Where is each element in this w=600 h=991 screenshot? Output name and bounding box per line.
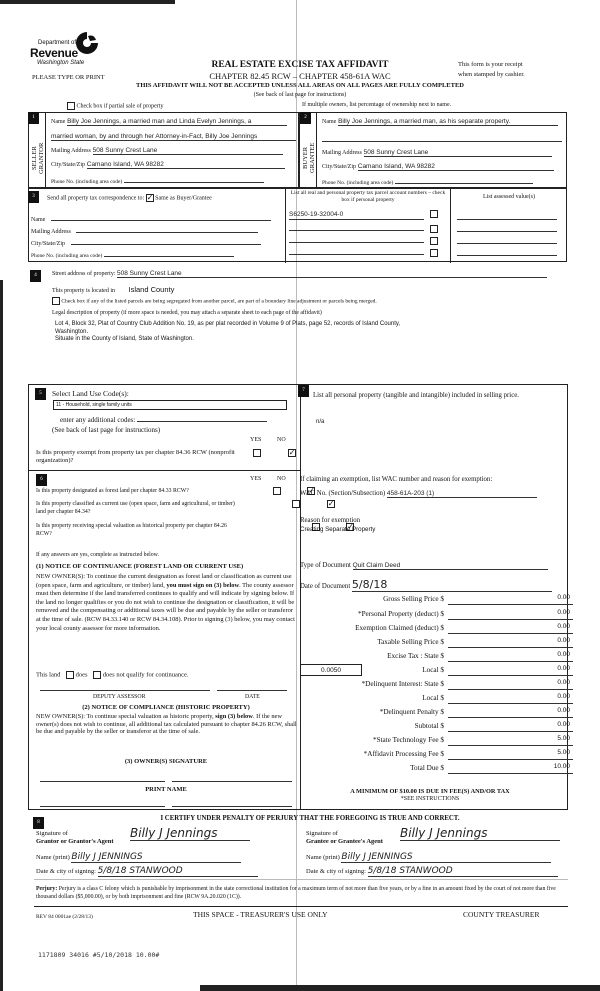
personal-property-checkbox-3[interactable]	[430, 237, 438, 245]
send-correspondence-label: Send all property tax correspondence to:	[47, 195, 145, 202]
assessed-value-3[interactable]	[457, 243, 557, 244]
does-qualify-checkbox[interactable]	[66, 671, 74, 679]
grantee-date-field[interactable]: 5/8/18 STANWOOD	[368, 866, 558, 877]
seller-phone-label: Phone No. (including area code)	[51, 179, 123, 185]
current-use-question: Is this property classified as current use (open space, farm and agricultural, or timber) land per chapter 84.34?	[36, 501, 235, 515]
revenue-logo-icon	[74, 30, 100, 56]
personal-property-value[interactable]: n/a	[316, 419, 325, 425]
located-in-label: This property is located in	[52, 288, 115, 294]
same-as-buyer-checkbox[interactable]	[146, 194, 154, 202]
exemption-label: If claiming an exemption, list WAC number and reason for exemption:	[300, 476, 493, 483]
buyer-phone-label: Phone No. (including area code)	[322, 180, 394, 186]
notice-2-text: NEW OWNER(S): To continue special valuation as historic property, sign (3) below. If the new owner(s) does not wish to continue, all additional tax calculated pursuant to chapter 84.26 RCW, shall be due and payable by the seller or transferor at the time of sale.	[36, 713, 297, 735]
does-not-qualify-checkbox[interactable]	[93, 671, 101, 679]
exemption-claimed-row: Exemption Claimed (deduct) $ 0.00	[300, 623, 600, 635]
doc-type-row	[300, 562, 548, 570]
s6-no-header: NO	[277, 476, 286, 482]
personal-property-deduct-row: *Personal Property (deduct) $ 0.00	[300, 609, 600, 621]
if-yes-note: If any answers are yes, complete as instructed below.	[36, 552, 159, 558]
deputy-assessor-label: DEPUTY ASSESSOR	[93, 694, 146, 700]
corr-city-row	[31, 238, 261, 247]
grantee-name-field[interactable]: Billy J JENNINGS	[341, 852, 551, 863]
please-type: PLEASE TYPE OR PRINT	[32, 74, 105, 81]
section-4-number: 4	[30, 270, 41, 282]
located-in-row	[52, 285, 174, 294]
additional-codes-label: enter any additional codes:	[60, 416, 136, 424]
seller-phone-field[interactable]	[124, 175, 264, 183]
form-number: REV 84 0001ae (2/28/13)	[36, 914, 93, 920]
buyer-name-field[interactable]: Billy Joe Jennings, a married man, as his separate property.	[338, 118, 558, 126]
scan-bottom-edge	[200, 985, 600, 991]
street-address-label: Street address of property:	[52, 271, 116, 277]
reason-value[interactable]: Creating Separate Property	[300, 526, 376, 533]
affidavit-processing-fee-row: *Affidavit Processing Fee $ 5.00	[300, 749, 600, 761]
grantor-signature[interactable]: Billy J Jennings	[130, 826, 250, 841]
section-8-bottom-rule	[34, 879, 568, 880]
buyer-city-label: City/State/Zip	[322, 164, 356, 170]
wac-label: WAC No. (Section/Subsection)	[300, 490, 386, 497]
segregated-label: Check box if any of the listed parcels are being segregated from another parcel, are part of a boundary line adjustment or parcels being merged.	[61, 298, 377, 305]
buyer-city-row	[322, 162, 562, 171]
forest-land-question: Is this property designated as forest land per chapter 84.33 RCW?	[36, 488, 189, 494]
corr-name-label: Name	[31, 217, 46, 223]
notice-1-text: NEW OWNER(S): To continue the current designation as forest land or classification as current use (open space, farm and agriculture, or timber) land, you must sign on (3) below. The county assessor must then determine if the land transferred continues to qualify and will indicate by signing below. If the land no longer qualifies or you do not wish to continue the designation or classification, it will be removed and the compensating or additional taxes will be due and payable by the seller or transferor at the time of sale. (RCW 84.33.140 or RCW 84.34.108). Prior to signing (3) below, you may contact your local county assessor for more information.	[36, 573, 295, 632]
treasurer-use-label: THIS SPACE - TREASURER'S USE ONLY	[193, 910, 328, 919]
buyer-side-divider	[316, 113, 317, 189]
assessed-value-1[interactable]	[457, 219, 557, 220]
state-technology-fee-row: *State Technology Fee $ 5.00	[300, 735, 600, 747]
gross-selling-price-field[interactable]	[448, 594, 573, 605]
exempt-question: Is this property exempt from property tax per chapter 84.36 RCW (nonprofit organization)?	[36, 449, 235, 464]
wac-field[interactable]: 458-61A-203 (1)	[387, 490, 537, 498]
taxable-selling-price-row: Taxable Selling Price $ 0.00	[300, 637, 600, 649]
delinquent-penalty-row: *Delinquent Penalty $ 0.00	[300, 707, 600, 719]
date-label: DATE	[245, 694, 260, 700]
form-subtitle: CHAPTER 82.45 RCW – CHAPTER 458-61A WAC	[209, 71, 391, 81]
current-use-yes-checkbox[interactable]	[292, 500, 300, 508]
grantee-date-row	[306, 866, 558, 877]
grantor-date-field[interactable]: 5/8/18 STANWOOD	[98, 866, 258, 877]
seller-mailing-field[interactable]: 508 Sunny Crest Lane	[93, 147, 283, 155]
doc-date-row	[300, 578, 552, 592]
s5-yes-header: YES	[250, 437, 262, 443]
legal-description-text[interactable]	[55, 321, 400, 344]
seller-phone-row	[51, 175, 296, 185]
current-use-no-checkbox[interactable]	[327, 500, 335, 508]
delinquent-interest-local-field[interactable]	[448, 693, 573, 704]
doc-date-label: Date of Document	[300, 583, 351, 590]
delinquent-penalty-field[interactable]	[448, 707, 573, 718]
section-5-number: 5	[35, 388, 46, 400]
seller-side-divider	[45, 113, 46, 189]
subtotal-row: Subtotal $ 0.00	[300, 721, 600, 733]
grantee-signature-label: Signature of Grantee or Grantee's Agent	[306, 830, 383, 845]
corr-mailing-label: Mailing Address	[31, 229, 71, 235]
county-value[interactable]: Island County	[128, 285, 175, 294]
grantee-name-row	[306, 852, 551, 863]
grantor-date-label: Date & city of signing:	[36, 868, 96, 875]
buyer-name-row	[322, 117, 562, 126]
seller-city-label: City/State/Zip	[51, 162, 85, 168]
scan-left-edge	[0, 280, 3, 991]
acceptance-warning: THIS AFFIDAVIT WILL NOT BE ACCEPTED UNLESS ALL AREAS ON ALL PAGES ARE FULLY COMPLETED	[136, 82, 464, 89]
form-title: REAL ESTATE EXCISE TAX AFFIDAVIT	[211, 60, 389, 70]
seller-name-label: Name	[51, 119, 66, 125]
additional-codes-row	[60, 415, 267, 424]
corr-phone-field[interactable]	[104, 250, 234, 257]
s5-no-header: NO	[277, 437, 286, 443]
parcel-number-1[interactable]: S6250-19-32004-0	[289, 211, 424, 220]
doc-type-field[interactable]: Quit Claim Deed	[353, 562, 548, 570]
dor-logo	[30, 30, 100, 70]
logo-state-text: Washington State	[37, 60, 85, 66]
state-technology-fee-field[interactable]	[448, 735, 573, 746]
section-7-number: 7	[298, 385, 309, 397]
grantee-signature[interactable]: Billy J Jennings	[400, 826, 560, 841]
section-1-seller	[28, 112, 299, 188]
see-instructions-note: *SEE INSTRUCTIONS	[400, 796, 460, 802]
parcel-row-4	[289, 246, 447, 256]
minimum-due-note: A MINIMUM OF $10.00 IS DUE IN FEE(S) AND/OR TAX	[350, 788, 510, 795]
legal-line-1: Lot 4, Block 32, Plat of Country Club Addition No. 19, as per plat recorded in Volume 9 of Plats, page 52, records of Island County,	[55, 321, 401, 327]
parcel-row-1	[289, 210, 447, 220]
section-2-buyer	[299, 112, 567, 188]
personal-property-label: List all personal property (tangible and intangible) included in selling price.	[313, 392, 519, 399]
parcel-number-3[interactable]	[289, 234, 424, 243]
multiple-owners-note: If multiple owners, list percentage of ownership next to name.	[302, 102, 452, 108]
parcel-number-2[interactable]	[289, 222, 424, 231]
print-name-label: PRINT NAME	[145, 786, 187, 793]
perjury-notice: Perjury: Perjury is a class C felony which is punishable by imprisonment in the state correctional institution for a maximum term of not more than five years, or by a fine in an amount fixed by the court of not more than five thousand dollars ($5,000.00), or by both imprisonment and fine (RCW 9A.20.020 (1C)).	[36, 886, 556, 900]
buyer-name-line2[interactable]	[322, 141, 562, 142]
grantor-name-label: Name (print)	[36, 854, 70, 861]
section-2-number: 2	[300, 112, 311, 124]
segregated-row	[52, 297, 377, 305]
buyer-city-field[interactable]: Camano Island, WA 98282	[358, 163, 554, 171]
gross-selling-price-row: Gross Selling Price $ 0.00	[300, 594, 600, 606]
corr-phone-row	[31, 250, 234, 259]
doc-type-label: Type of Document	[300, 562, 351, 569]
affidavit-processing-fee-field[interactable]	[448, 749, 573, 760]
county-treasurer-label: COUNTY TREASURER	[463, 910, 540, 919]
seller-mailing-row	[51, 146, 296, 155]
excise-local-field[interactable]	[448, 665, 573, 676]
logo-dept-text: Department of	[38, 40, 77, 46]
buyer-phone-row	[322, 176, 562, 186]
scan-edge	[0, 0, 175, 4]
receipt-note-1: This form is your receipt	[458, 61, 523, 68]
doc-date-field[interactable]: 5/8/18	[352, 578, 552, 592]
buyer-mailing-label: Mailing Address	[322, 150, 362, 156]
grantor-name-field[interactable]: Billy J JENNINGS	[71, 852, 241, 863]
legal-line-3: Situate in the County of Island, State of Washington.	[55, 336, 194, 342]
wac-row	[300, 490, 537, 498]
partial-sale-row[interactable]	[67, 102, 163, 110]
seller-name-line1[interactable]: Billy Joe Jennings, a married man and Linda Evelyn Jennings, a	[67, 118, 287, 126]
corr-name-row	[31, 214, 271, 223]
land-use-label: Select Land Use Code(s):	[52, 389, 129, 398]
grantor-name-row	[36, 852, 241, 863]
excise-state-field[interactable]	[448, 651, 573, 662]
parcel-row-2	[289, 222, 447, 232]
cashier-stamp: 1171809 34016 #5/10/2018 10.00#	[38, 951, 160, 959]
personal-property-checkbox-4[interactable]	[430, 249, 438, 257]
delinquent-interest-state-field[interactable]	[448, 679, 573, 690]
legal-line-2: Washington.	[55, 328, 89, 335]
assessed-value-4[interactable]	[457, 255, 557, 256]
local-rate-box[interactable]: 0.0050	[300, 664, 362, 676]
footer-rule	[34, 906, 568, 907]
grantor-date-row	[36, 866, 258, 877]
parcel-row-3	[289, 234, 447, 244]
street-address-field[interactable]: 508 Sunny Crest Lane	[117, 270, 547, 278]
total-due-row: Total Due $ 10.00	[300, 763, 600, 775]
send-correspondence-row	[47, 194, 212, 202]
amounts-table	[300, 594, 600, 804]
excise-state-row: Excise Tax : State $ 0.00	[300, 651, 600, 663]
seller-mailing-label: Mailing Address	[51, 148, 91, 154]
forest-land-yes-checkbox[interactable]	[273, 487, 281, 495]
buyer-mailing-row	[322, 148, 562, 157]
buyer-phone-field[interactable]	[395, 176, 533, 184]
street-address-row	[52, 270, 572, 278]
exempt-no-checkbox[interactable]	[288, 449, 296, 457]
delinquent-interest-state-row: *Delinquent Interest: State $ 0.00	[300, 679, 600, 691]
historic-question: Is this property receiving special valuation as historical property per chapter 84.26 RCW?	[36, 523, 227, 537]
parcel-number-4[interactable]	[289, 246, 424, 255]
section-1-number: 1	[28, 112, 39, 124]
partial-sale-checkbox[interactable]	[67, 102, 75, 110]
corr-mailing-field[interactable]	[76, 226, 258, 233]
section-6-number: 6	[36, 474, 47, 486]
owner-signature-line-1[interactable]	[40, 781, 165, 782]
owner-signature-line-2[interactable]	[172, 781, 292, 782]
corr-mailing-row	[31, 226, 258, 235]
assessed-column-divider	[450, 189, 451, 263]
corr-city-label: City/State/Zip	[31, 241, 65, 247]
subtotal-field[interactable]	[448, 721, 573, 732]
legal-description-label: Legal description of property (if more space is needed, you may attach a separate sheet to each page of the affidavit)	[52, 310, 322, 316]
see-back-note: (See back of last page for instructions)	[52, 426, 161, 434]
corr-phone-label: Phone No. (including area code)	[31, 253, 103, 259]
s6-yes-header: YES	[250, 476, 262, 482]
deputy-assessor-signature-line[interactable]	[40, 690, 210, 691]
parcel-header: List all real and personal property tax parcel account numbers – check box if personal property	[290, 190, 446, 203]
assessed-value-2[interactable]	[457, 231, 557, 232]
seller-name-line2[interactable]: married woman, by and through her Attorney-in-Fact, Billy Joe Jennings	[51, 133, 296, 141]
grantee-name-label: Name (print)	[306, 854, 340, 861]
assessed-header: List assessed value(s)	[483, 194, 535, 200]
parcel-column-divider	[285, 189, 286, 263]
print-name-line-1[interactable]	[40, 806, 165, 807]
grantee-date-label: Date & city of signing:	[306, 868, 366, 875]
section-3-correspondence	[28, 188, 567, 262]
taxable-selling-price-field[interactable]	[448, 637, 573, 648]
exempt-yes-checkbox[interactable]	[253, 449, 261, 457]
assessor-date-line[interactable]	[217, 690, 287, 691]
segregated-checkbox[interactable]	[52, 297, 60, 305]
buyer-grantee-label: BUYER GRANTEE	[302, 142, 316, 174]
notice-2-title: (2) NOTICE OF COMPLIANCE (HISTORIC PROPERTY)	[82, 704, 250, 711]
additional-codes-field[interactable]	[137, 415, 267, 422]
receipt-note-2: when stamped by cashier.	[458, 71, 525, 78]
section-5-6-divider	[28, 470, 300, 471]
certify-statement: I CERTIFY UNDER PENALTY OF PERJURY THAT THE FOREGOING IS TRUE AND CORRECT.	[160, 815, 460, 822]
partial-sale-label: Check box if partial sale of property	[76, 103, 164, 110]
notice-1-title: (1) NOTICE OF CONTINUANCE (FOREST LAND OR CURRENT USE)	[36, 563, 244, 570]
does-label: does	[75, 671, 88, 679]
seller-city-row	[51, 160, 296, 169]
land-use-select[interactable]: 11 - Household, single family units	[53, 400, 287, 410]
buyer-mailing-field[interactable]: 508 Sunny Crest Lane	[364, 149, 552, 157]
personal-property-checkbox-2[interactable]	[430, 225, 438, 233]
section-3-number: 3	[28, 191, 39, 203]
seller-name-row	[51, 117, 296, 126]
owner-signature-label: (3) OWNER(S) SIGNATURE	[124, 758, 208, 765]
instructions-note: (See back of last page for instructions)	[253, 92, 347, 98]
delinquent-interest-local-row: Local $ 0.00	[300, 693, 600, 705]
seller-city-field[interactable]: Camano Island, WA 98282	[87, 161, 285, 169]
print-name-line-2[interactable]	[172, 806, 292, 807]
excise-local-row: 0.0050 Local $ 0.00	[300, 665, 600, 677]
does-not-label: does not qualify for continuance.	[102, 671, 189, 679]
reason-label: Reason for exemption	[300, 517, 361, 524]
exemption-claimed-field[interactable]	[448, 623, 573, 634]
continuance-row	[36, 671, 189, 679]
seller-grantor-label: SELLER GRANTOR	[31, 142, 45, 174]
same-as-buyer-label: Same as Buyer/Grantee	[155, 195, 212, 202]
section-8-number: 8	[33, 817, 44, 829]
personal-property-checkbox-1[interactable]	[430, 210, 438, 218]
corr-name-field[interactable]	[51, 214, 271, 221]
logo-revenue-text: Revenue	[30, 46, 78, 60]
grantor-signature-label: Signature of Grantor or Grantor's Agent	[36, 830, 114, 845]
personal-property-deduct-field[interactable]	[448, 609, 573, 620]
this-land-label: This land	[36, 671, 61, 679]
corr-city-field[interactable]	[71, 238, 261, 245]
buyer-name-label: Name	[322, 119, 337, 125]
